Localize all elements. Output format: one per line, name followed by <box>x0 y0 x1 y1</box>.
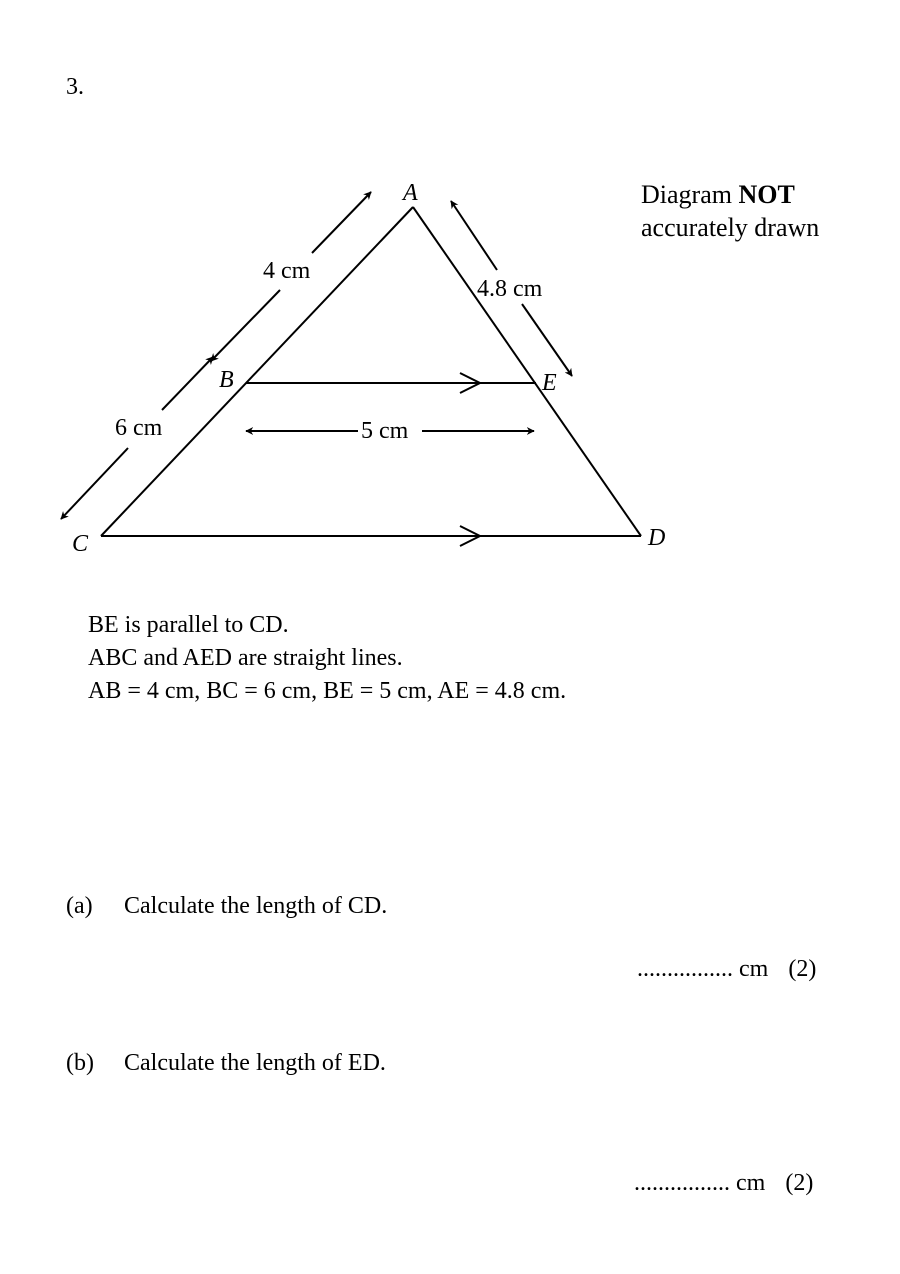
point-label-b: B <box>219 367 234 393</box>
part-b-marks: (2) <box>785 1170 814 1196</box>
part-a-text: Calculate the length of CD. <box>124 893 388 919</box>
point-label-d: D <box>648 525 666 551</box>
part-b-unit: cm <box>736 1170 766 1196</box>
part-b-label: (b) <box>66 1050 94 1076</box>
part-a-label: (a) <box>66 893 93 919</box>
note-prefix: Diagram <box>641 180 732 209</box>
dim-arrow-bc-lower <box>61 448 128 519</box>
part-a-answer <box>637 956 816 983</box>
question-number: 3. <box>66 74 84 100</box>
length-label-bc: 6 cm <box>115 415 163 441</box>
part-a-marks: (2) <box>788 956 817 982</box>
part-a-answer-line[interactable]: ................ <box>637 956 733 982</box>
dim-arrow-ae-lower <box>522 304 572 376</box>
point-label-a: A <box>403 180 418 206</box>
part-b-question <box>66 1050 386 1077</box>
line-ad <box>413 207 641 536</box>
statement-3: AB = 4 cm, BC = 6 cm, BE = 5 cm, AE = 4.8 cm. <box>88 678 567 704</box>
note-emphasis: NOT <box>738 180 795 209</box>
length-label-ab: 4 cm <box>263 258 311 284</box>
part-b-answer <box>634 1170 813 1197</box>
line-ac <box>101 207 413 536</box>
statement-2: ABC and AED are straight lines. <box>88 645 403 671</box>
length-label-be: 5 cm <box>361 418 409 444</box>
part-a-question <box>66 893 387 920</box>
dim-arrow-ae-upper <box>451 201 497 270</box>
point-label-e: E <box>542 370 557 396</box>
dim-arrow-ab-upper <box>312 192 371 253</box>
part-a-unit: cm <box>739 956 769 982</box>
note-line-2: accurately drawn <box>641 213 820 242</box>
part-b-text: Calculate the length of ED. <box>124 1050 386 1076</box>
length-label-ae: 4.8 cm <box>477 276 543 302</box>
point-label-c: C <box>72 531 89 557</box>
dim-arrow-bc-upper <box>162 357 213 410</box>
statement-1: BE is parallel to CD. <box>88 612 289 638</box>
part-b-answer-line[interactable]: ................ <box>634 1170 730 1196</box>
triangle-diagram <box>0 0 900 620</box>
dim-arrow-ab-lower <box>211 290 280 361</box>
